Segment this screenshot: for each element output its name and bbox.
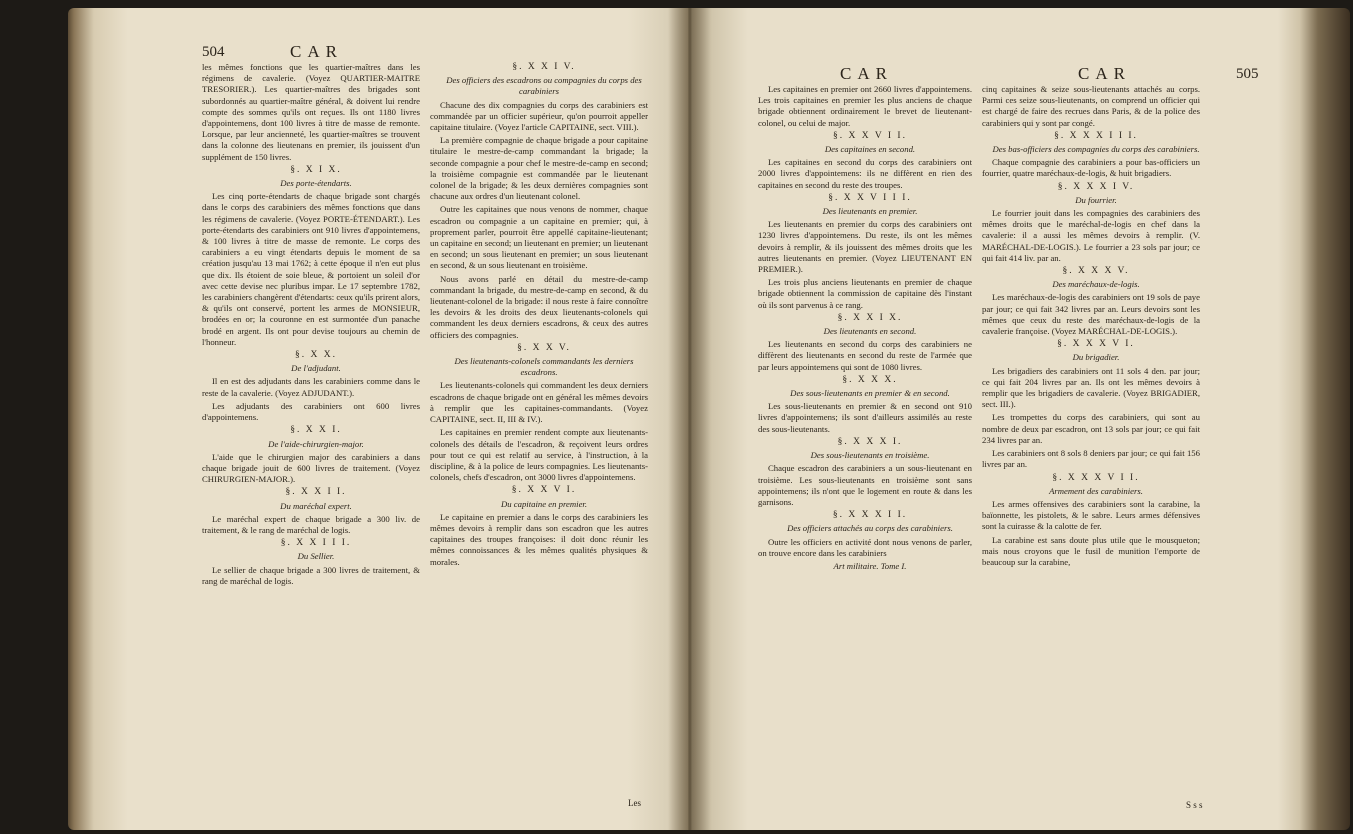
section-subtitle: Des sous-lieutenants en troisième. — [810, 450, 930, 461]
section-subtitle: Des sous-lieutenants en premier & en second. — [790, 388, 950, 399]
paragraph: Les trompettes du corps des carabiniers, qui sont au nombre de deux par escadron, ont 13 sols par jour; ce qui fait 234 livres par an. — [982, 412, 1200, 445]
section-heading: §. X X V I I I. — [828, 192, 912, 203]
paragraph: Les carabiniers ont 8 sols 8 deniers par jour; ce qui fait 156 livres par an. — [982, 448, 1200, 470]
running-head-right-b: CAR — [1078, 64, 1131, 83]
paragraph: les mêmes fonctions que les quartier-maîtres dans les régimens de cavalerie. (Voyez QUARTIER-MAITRE TRESORIER.). Les quartier-maîtres des brigades sont subordonnés au quartier-maître général, & doivent lui rendre compte des sommes qu'ils ont reçues. Ils ont 1180 livres d'appointemens, dont 100 livres à titre de masse de remonte. Lorsque, par leur ancienneté, les quartier-maîtres se trouvent dans la colonne des lieutenans en premier, ils jouissent d'un supplément de 150 livres. — [202, 62, 420, 162]
page-number-left: 504 — [202, 44, 225, 60]
section-heading: §. X X. — [295, 350, 337, 361]
section-subtitle: Des porte-étendarts. — [280, 178, 352, 189]
paragraph: Les capitaines en second du corps des carabiniers ont 2000 livres d'appointemens: ils ne diffèrent en rien des capitaines en second du reste des troupes. — [758, 157, 972, 190]
section-heading: §. X X V. — [517, 342, 571, 353]
paragraph: Les lieutenants en premier du corps des carabiniers ont 1230 livres d'appointemens. Du reste, ils ont les mêmes devoirs à remplir, & ils jouissent des mêmes droits que les autres lieutenants en premier. (Voyez LIEUTENANT EN PREMIER.). — [758, 219, 972, 275]
section-subtitle: Des lieutenants-colonels commandants les derniers escadrons. — [454, 356, 634, 378]
section-subtitle: Du capitaine en premier. — [500, 498, 588, 509]
paragraph: Outre les officiers en activité dont nous venons de parler, on trouve encore dans les carabiniers — [758, 536, 972, 558]
section-subtitle: Du Sellier. — [297, 551, 335, 562]
section-heading: §. X X X. — [842, 374, 898, 385]
catchword: Les — [628, 798, 641, 808]
left-column-2 — [430, 62, 648, 570]
paragraph: Les cinq porte-étendarts de chaque brigade sont chargés dans le corps des carabiniers des mêmes fonctions que dans les régimens de cavalerie. (Voyez PORTE-ÉTENDART.). Les porte-étendarts des carabiniers ont 910 livres d'appointemens, & 100 livres à titre de masse de remonte. Le corps des carabiniers a eu vingt étendarts depuis le moment de sa création jusqu'au 13 mai 1762; à cette époque il n'en eut plus que dix. Ils étoient de soie bleue, & portoient un soleil d'or avec cette devise nec pluribus impar. Le 17 septembre 1782, les carabiniers changèrent d'étendarts: ceux qu'ils prirent alors, & qu'ils ont conservé, portent les armes de MONSIEUR, brodées en or; la couronne en est surmontée d'un panache brodé en argent. Ils ont pour devise toujours au chemin de l'honneur. — [202, 191, 420, 347]
section-subtitle: De l'adjudant. — [291, 363, 341, 374]
section-subtitle: Des lieutenants en second. — [823, 326, 917, 337]
section-heading: §. X X X I I. — [832, 510, 908, 521]
section-heading: §. X X X V I I. — [1052, 472, 1140, 483]
section-subtitle: De l'aide-chirurgien-major. — [268, 438, 364, 449]
section-heading: §. X X X V. — [1062, 266, 1130, 277]
left-column-1 — [202, 62, 420, 589]
section-subtitle: Armement des carabiniers. — [1049, 485, 1143, 496]
section-heading: §. X X X I. — [837, 436, 903, 447]
section-subtitle: Des bas-officiers des compagnies du corps des carabiniers. — [992, 144, 1200, 155]
section-heading: §. X X V I I. — [833, 130, 907, 141]
running-head-left: CAR — [290, 42, 343, 61]
running-head-right-a: CAR — [840, 64, 893, 83]
paragraph: Nous avons parlé en détail du mestre-de-camp commandant la brigade, du mestre-de-camp en second, & du lieutenant-colonel de la brigade: il nous reste à faire connoître les devoirs & les droits des deux lieutenants-colonels qui commandent les deux derniers escadrons, & ceux des autres officiers des compagnies. — [430, 273, 648, 340]
paragraph: Le capitaine en premier a dans le corps des carabiniers les mêmes devoirs à remplir dans son escadron que les autres capitaines des troupes françoises: il doit donc réunir les mêmes connoissances & les mêmes qualités physiques & morales. — [430, 511, 648, 567]
section-heading: §. X X V I. — [511, 485, 577, 496]
paragraph: L'aide que le chirurgien major des carabiniers a dans chaque brigade jouit de 600 livres de traitement. (Voyez CHIRURGIEN-MAJOR.). — [202, 451, 420, 485]
section-heading: §. X X I I I. — [280, 538, 352, 549]
paragraph: Le maréchal expert de chaque brigade a 300 liv. de traitement, & le rang de maréchal de logis. — [202, 513, 420, 535]
paragraph: Les brigadiers des carabiniers ont 11 sols 4 den. par jour; ce qui fait 204 livres par an. Ils ont les mêmes devoirs à remplir que les brigadiers de cavalerie. (Voyez BRIGADIER, sect. III.). — [982, 365, 1200, 410]
section-subtitle: Du fourrier. — [1075, 194, 1117, 205]
paragraph: Les sous-lieutenants en premier & en second ont 910 livres d'appointemens; ils sont d'ailleurs assimilés au reste des sous-lieutenants. — [758, 401, 972, 434]
signature-mark: S s s — [1186, 800, 1203, 810]
paragraph: Les trois plus anciens lieutenants en premier de chaque brigade obtiennent la commission de capitaine dès l'instant où ils sont parvenus à ce rang. — [758, 277, 972, 310]
section-heading: §. X X I. — [290, 425, 342, 436]
paragraph: La carabine est sans doute plus utile que le mousqueton; mais nous croyons que le fusil de munition l'emporte de beaucoup sur la carabine, — [982, 534, 1200, 567]
right-column-2 — [982, 84, 1200, 570]
paragraph: Chacune des dix compagnies du corps des carabiniers est commandée par un officier supérieur, qu'on pourroit appeller capitaine titulaire. (Voyez l'article CAPITAINE, sect. VIII.). — [430, 99, 648, 133]
right-column-1 — [758, 84, 972, 574]
paragraph: Le fourrier jouit dans les compagnies des carabiniers des mêmes droits que le maréchal-de-logis en chef dans la cavalerie: il a aussi les mêmes devoirs à remplir. (V. MARÉCHAL-DE-LOGIS.). Le fourrier a 23 sols par jour; ce qui fait 414 liv. par an. — [982, 208, 1200, 263]
book-gutter — [668, 8, 712, 830]
section-subtitle: Du maréchal expert. — [280, 500, 352, 511]
section-subtitle: Des lieutenants en premier. — [822, 206, 918, 217]
paragraph: Les capitaines en premier rendent compte aux lieutenants-colonels des détails de l'escadron, & reçoivent leurs ordres pour tout ce qui est relatif au service, à l'instruction, à la discipline, & à la police de leurs compagnies. Les lieutenants-colonels, chefs d'escadron, ont 3000 livres d'appointemens. — [430, 427, 648, 483]
section-heading: §. X X I V. — [512, 62, 576, 72]
left-page — [68, 8, 688, 830]
page-number-right: 505 — [1236, 66, 1259, 82]
paragraph: Chaque escadron des carabiniers a un sous-lieutenant en troisième. Les sous-lieutenants en troisième sont sans appointemens; ils n'ont que le logement en route & dans les garnisons. — [758, 463, 972, 507]
paragraph: Les capitaines en premier ont 2660 livres d'appointemens. Les trois capitaines en premier les plus anciens de chaque brigade obtiennent ordinairement le brevet de lieutenant-colonel, ou celui de major. — [758, 84, 972, 128]
paragraph: Les maréchaux-de-logis des carabiniers ont 19 sols de paye par jour; ce qui fait 342 livres par an. Leurs devoirs sont les mêmes que ceux du reste des maréchaux-de-logis de la cavalerie françoise. (Voyez MARÉCHAL-DE-LOGIS.). — [982, 292, 1200, 337]
section-heading: §. X I X. — [290, 164, 342, 175]
paragraph: Il en est des adjudants dans les carabiniers comme dans le reste de la cavalerie. (Voyez ADJUDANT.). — [202, 376, 420, 398]
paragraph: Chaque compagnie des carabiniers a pour bas-officiers un fourrier, quatre maréchaux-de-logis, & huit brigadiers. — [982, 157, 1200, 179]
right-page — [688, 8, 1350, 830]
paragraph: cinq capitaines & seize sous-lieutenants attachés au corps. Parmi ces seize sous-lieutenants, on comprend un officier qui est chargé de faire des recrues dans Paris, & de la police des carabiniers qui y sont par congé. — [982, 84, 1200, 128]
paragraph: Les armes offensives des carabiniers sont la carabine, la baïonnette, les pistolets, & le sabre. Leurs armes défensives sont la cuirasse & la calotte de fer. — [982, 498, 1200, 532]
section-subtitle: Des officiers des escadrons ou compagnies du corps des carabiniers — [446, 75, 642, 97]
paragraph: Les lieutenants en second du corps des carabiniers ne diffèrent des lieutenants en second du reste de l'armée que par leurs appointemens qui sont de 1080 livres. — [758, 339, 972, 372]
paragraph: Les lieutenants-colonels qui commandent les deux derniers escadrons de chaque brigade ont en général les mêmes devoirs à remplir que les capitaines-commandants. (Voyez CAPITAINE, sect. II, III & IV.). — [430, 380, 648, 425]
paragraph: Outre les capitaines que nous venons de nommer, chaque escadron ou compagnie a un capitaine en premier; qui, à proprement parler, pourroit être appellé capitaine-lieutenant; un capitaine en second; un lieutenant en premier; un lieutenant en second; un sous lieutenant en premier; un sous lieutenant en second, & un sous lieutenant en troisième. — [430, 204, 648, 271]
paragraph: Les adjudants des carabiniers ont 600 livres d'appointemens. — [202, 400, 420, 423]
volume-footer: Art militaire. Tome I. — [833, 560, 907, 571]
section-subtitle: Du brigadier. — [1072, 352, 1120, 363]
section-heading: §. X X I X. — [837, 312, 903, 323]
section-heading: §. X X X V I. — [1057, 339, 1135, 350]
open-book — [68, 8, 1350, 830]
paragraph: La première compagnie de chaque brigade a pour capitaine titulaire le mestre-de-camp commandant la brigade; la seconde compagnie a pour chef le mestre-de-camp en second; la troisième compagnie est commandée par le lieutenant colonel de la brigade; & les deux dernières compagnies sont chacune aux ordres d'un lieutenant colonel. — [430, 135, 648, 202]
section-subtitle: Des capitaines en second. — [824, 144, 916, 155]
section-subtitle: Des maréchaux-de-logis. — [1052, 279, 1140, 290]
section-subtitle: Des officiers attachés au corps des carabiniers. — [787, 523, 953, 534]
section-heading: §. X X X I V. — [1057, 181, 1135, 192]
section-heading: §. X X X I I I. — [1054, 130, 1138, 141]
section-heading: §. X X I I. — [285, 487, 347, 498]
paragraph: Le sellier de chaque brigade a 300 livres de traitement, & rang de maréchal de logis. — [202, 564, 420, 586]
